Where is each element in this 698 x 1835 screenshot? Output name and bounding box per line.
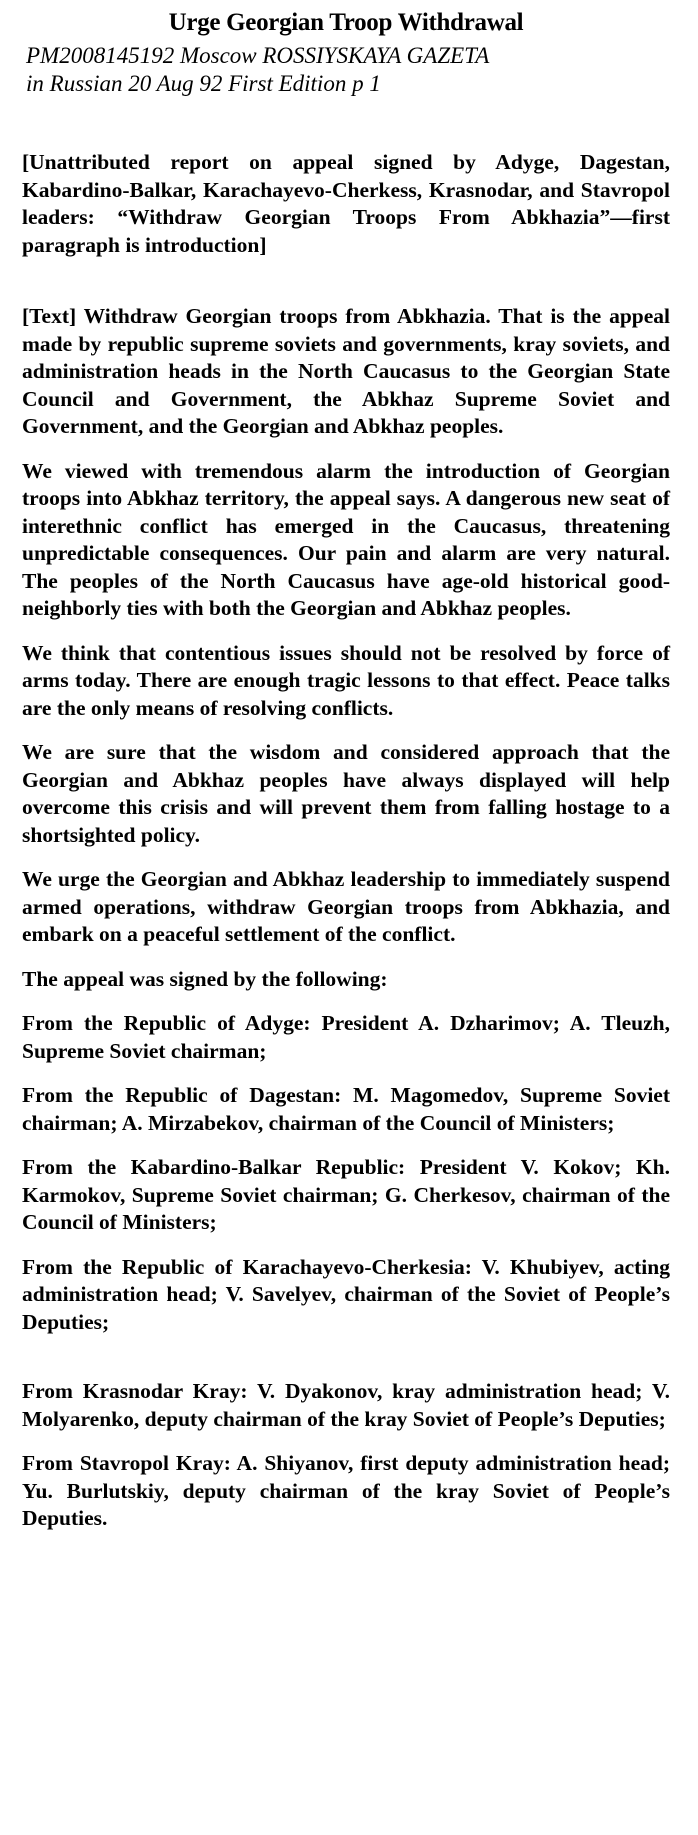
article bbox=[22, 8, 670, 1533]
body-paragraph: We viewed with tremendous alarm the introduction of Georgian troops into Abkhaz territory, the appeal says. A dangerous new seat of interethnic conflict has emerged in the Caucasus, threatening unpredictable consequences. Our pain and alarm are very natural. The peoples of the North Caucasus have age-old historical good-neighborly ties with both the Georgian and Abkhaz peoples. bbox=[22, 458, 670, 620]
signatory-paragraph: From Krasnodar Kray: V. Dyakonov, kray administration head; V. Molyarenko, deputy chairman of the kray Soviet of People’s Deputies; bbox=[22, 1379, 670, 1431]
body-paragraph: [Text] Withdraw Georgian troops from Abkhazia. That is the appeal made by republic supreme soviets and governments, kray soviets, and administration heads in the North Caucasus to the Georgian State Council and Government, the Abkhaz Supreme Soviet and Government, and the Georgian and Abkhaz peoples. bbox=[22, 304, 670, 438]
signatory-paragraph: From the Republic of Karachayevo-Cherkesia: V. Khubiyev, acting administration head; V. Savelyev, chairman of the Soviet of People’s Deputies; bbox=[22, 1254, 670, 1334]
source-line: PM2008145192 Moscow ROSSIYSKAYA GAZETA bbox=[26, 43, 490, 68]
body-paragraph: We are sure that the wisdom and considered approach that the Georgian and Abkhaz peoples have always displayed will help overcome this crisis and will prevent them from falling hostage to a shortsighted policy. bbox=[22, 740, 670, 847]
signatory-paragraph: From the Republic of Dagestan: M. Magomedov, Supreme Soviet chairman; A. Mirzabekov, chairman of the Council of Ministers; bbox=[22, 1083, 670, 1135]
source-line: in Russian 20 Aug 92 First Edition p 1 bbox=[26, 71, 381, 96]
signatory-paragraph: From the Kabardino-Balkar Republic: President V. Kokov; Kh. Karmokov, Supreme Soviet chairman; G. Cherkesov, chairman of the Council of Ministers; bbox=[22, 1155, 670, 1234]
body-paragraph: We think that contentious issues should not be resolved by force of arms today. There are enough tragic lessons to that effect. Peace talks are the only means of resolving conflicts. bbox=[22, 640, 670, 720]
headline: Urge Georgian Troop Withdrawal bbox=[168, 9, 524, 36]
signatory-paragraph: From the Republic of Adyge: President A. Dzharimov; A. Tleuzh, Supreme Soviet chairman; bbox=[22, 1011, 670, 1063]
body-paragraph: The appeal was signed by the following: bbox=[22, 966, 388, 991]
intro-paragraph: [Unattributed report on appeal signed by Adyge, Dagestan, Kabardino-Balkar, Karachayevo-Cherkess, Krasnodar, and Stavropol leaders: “Withdraw Georgian Troops From Abkhazia”—first paragraph is introduction] bbox=[22, 150, 670, 257]
body-paragraph: We urge the Georgian and Abkhaz leadership to immediately suspend armed operations, withdraw Georgian troops from Abkhazia, and embark on a peaceful settlement of the conflict. bbox=[22, 867, 670, 946]
signatory-paragraph: From Stavropol Kray: A. Shiyanov, first deputy administration head; Yu. Burlutskiy, deputy chairman of the kray Soviet of People’s Deputies. bbox=[22, 1451, 670, 1530]
